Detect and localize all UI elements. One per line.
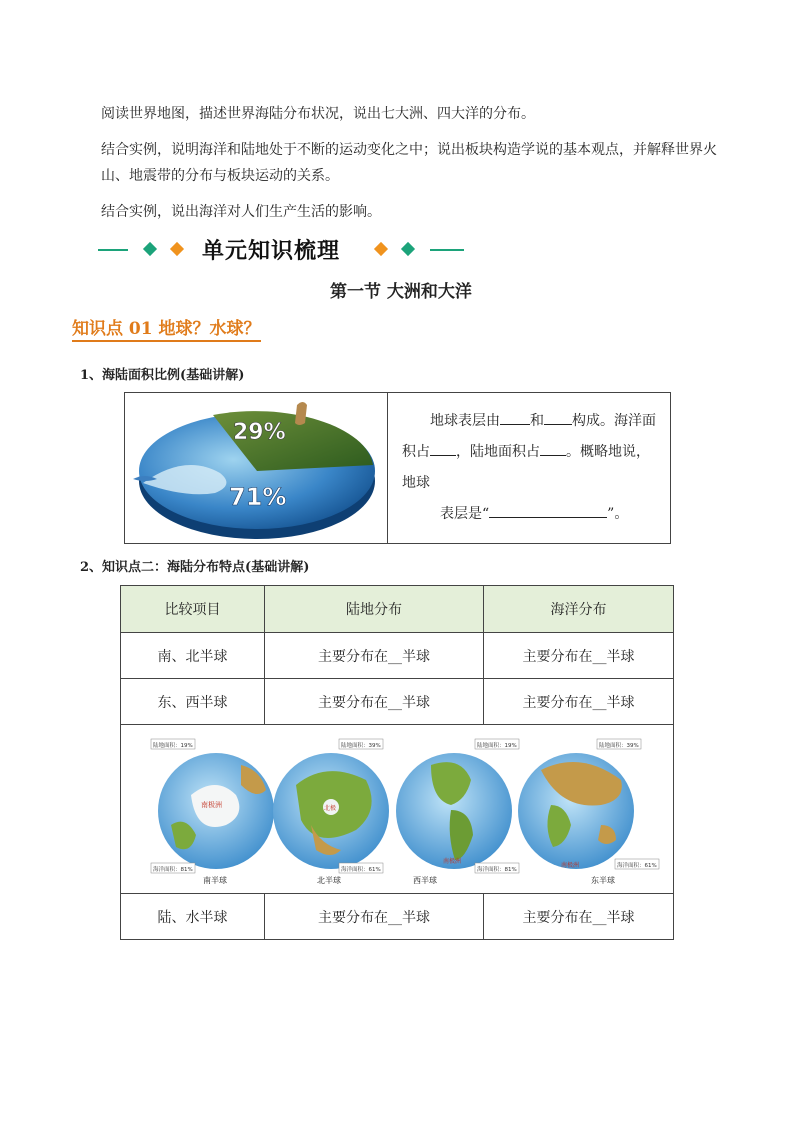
unit-banner xyxy=(98,232,468,268)
diamond-icon xyxy=(374,242,388,256)
ratio-image-cell xyxy=(125,393,388,544)
svg-text:南极洲: 南极洲 xyxy=(443,858,462,865)
globe-caption: 东半球 xyxy=(591,876,615,885)
sub1-heading: 1、海陆面积比例(基础讲解) xyxy=(80,368,245,383)
blank-field[interactable] xyxy=(544,424,572,425)
row-ocean: 主要分布在__半球 xyxy=(484,633,674,679)
globe-west xyxy=(396,739,519,885)
svg-text:海洋面积：61%: 海洋面积：61% xyxy=(341,867,381,873)
row-item: 东、西半球 xyxy=(121,679,265,725)
intro-line-3: 结合实例，说出海洋对人们生产生活的影响。 xyxy=(101,204,381,220)
table-header-row xyxy=(121,586,674,633)
table-row xyxy=(121,894,674,940)
globe-east xyxy=(518,739,659,885)
ratio-fill-text: 地球表层由 和 构成。海洋面积占 ，陆地面积占 。概略地说，地球 xyxy=(402,413,656,491)
intro-line-2a: 结合实例，说明海洋和陆地处于不断的运动变化之中；说出板块构造学说的基本观点，并解释世界火 xyxy=(101,142,717,158)
svg-text:陆地面积：39%: 陆地面积：39% xyxy=(599,743,639,749)
row-ocean: 主要分布在__半球 xyxy=(484,679,674,725)
globe-caption: 北半球 xyxy=(317,876,341,885)
header-cell: 陆地分布 xyxy=(265,586,484,633)
ocean-percent-label: 71% xyxy=(229,483,287,511)
svg-text:陆地面积：39%: 陆地面积：39% xyxy=(341,743,381,749)
table-row xyxy=(121,679,674,725)
globe-caption: 南半球 xyxy=(203,876,227,885)
diamond-icon xyxy=(401,242,415,256)
land-sea-ratio-table xyxy=(124,392,671,544)
blank-field[interactable] xyxy=(430,455,456,456)
row-land: 主要分布在__半球 xyxy=(265,633,484,679)
header-cell: 海洋分布 xyxy=(484,586,674,633)
diamond-icon xyxy=(143,242,157,256)
blank-field[interactable] xyxy=(500,424,530,425)
banner-line-left xyxy=(98,249,128,251)
banner-title: 单元知识梳理 xyxy=(202,239,341,264)
row-item: 南、北半球 xyxy=(121,633,265,679)
ratio-text-cell xyxy=(388,393,671,544)
svg-text:南极洲: 南极洲 xyxy=(561,862,580,869)
banner-line-right xyxy=(430,249,464,251)
ratio-fill-text-2: 表层是“ ”。 xyxy=(440,506,629,522)
globes-cell xyxy=(121,725,674,894)
row-item: 陆、水半球 xyxy=(121,894,265,940)
svg-text:陆地面积：19%: 陆地面积：19% xyxy=(477,743,517,749)
knowledge-point-title: 知识点 01 地球？水球？ xyxy=(72,314,261,342)
blank-field[interactable] xyxy=(489,517,607,518)
svg-text:海洋面积：81%: 海洋面积：81% xyxy=(477,867,517,873)
globe-north xyxy=(273,739,389,885)
blank-field[interactable] xyxy=(540,455,566,456)
globe-south xyxy=(151,739,274,885)
globe-caption: 西半球 xyxy=(413,876,437,885)
svg-text:北极: 北极 xyxy=(324,805,337,812)
distribution-table xyxy=(120,585,674,940)
row-land: 主要分布在__半球 xyxy=(265,679,484,725)
intro-line-1: 阅读世界地图，描述世界海陆分布状况，说出七大洲、四大洋的分布。 xyxy=(101,106,535,122)
svg-text:陆地面积：19%: 陆地面积：19% xyxy=(153,743,193,749)
hemisphere-globes-row xyxy=(121,725,674,894)
land-sea-pie-image xyxy=(125,393,387,543)
section-title: 第一节 大洲和大洋 xyxy=(330,282,472,302)
svg-text:海洋面积：61%: 海洋面积：61% xyxy=(617,863,657,869)
table-row xyxy=(121,633,674,679)
intro-line-2b: 山、地震带的分布与板块运动的关系。 xyxy=(101,168,339,184)
diamond-icon xyxy=(170,242,184,256)
sub2-heading: 2、知识点二：海陆分布特点(基础讲解) xyxy=(80,560,310,575)
svg-text:海洋面积：81%: 海洋面积：81% xyxy=(153,867,193,873)
svg-text:南极洲: 南极洲 xyxy=(201,801,222,809)
row-ocean: 主要分布在__半球 xyxy=(484,894,674,940)
header-cell: 比较项目 xyxy=(121,586,265,633)
land-percent-label: 29% xyxy=(233,420,286,445)
row-land: 主要分布在__半球 xyxy=(265,894,484,940)
hemisphere-globes xyxy=(121,725,673,893)
